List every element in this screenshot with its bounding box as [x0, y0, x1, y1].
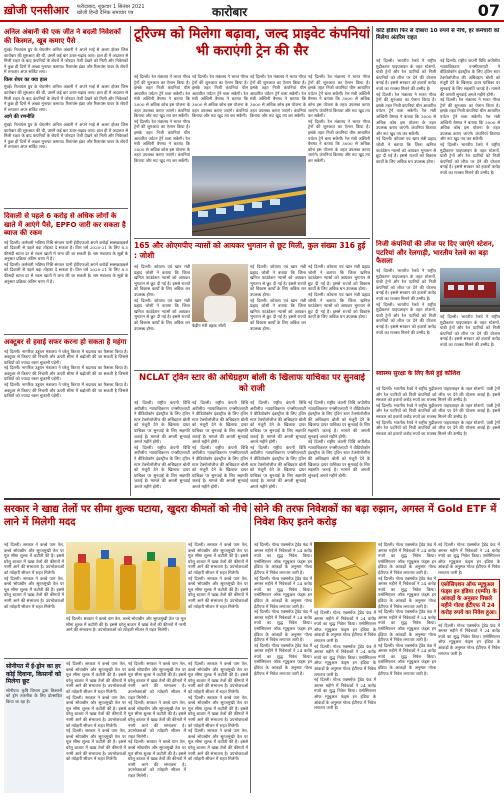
nclat-headline: NCLAT ट्विन स्टार की अधिग्रहण बोली के खिलाफ याचिका पर सुनवाई को राजी	[139, 373, 365, 394]
bottom-left-box	[4, 661, 64, 793]
nclat-body-6: नई दिल्ली। राष्ट्रीय कंपनी विधि अपीलीय न्यायाधिकरण एनसीएलएटी ने वीडियोकॉन इंडस्ट्रीज के लिए ट्विन स्टार टेक्नोलॉजीज की अधिग्रहण बोली को मंजूरी देने के खिलाफ दायर याचिका पर सुनवाई के लिए सहमति जताई है। मामले की अगली सुनवाई अगले महीने होगी।	[250, 444, 306, 489]
airfare-body-3: नई दिल्ली। नागरिक उड्डयन मंत्रालय ने घरेलू किराए में बदलाव का फैसला किया है। अक्टूबर से किराए की निचली और ऊपरी सीमा में बढ़ोतरी की जा सकती है जिससे यात्रियों को ज्यादा रकम चुकानी पड़ेगी।	[4, 382, 128, 399]
divider	[134, 238, 370, 239]
oil-body-4: नई दिल्ली। सरकार ने कच्चे पाम तेल, कच्चे सोयाबीन और सूरजमुखी तेल पर मूल सीमा शुल्क में कटौती की है। इससे घरेलू बाजार में खाद्य तेलों की कीमतों में नरमी आने की संभावना है। उपभोक्ताओं को त्योहारी सीजन में राहत मिलेगी।	[188, 575, 248, 609]
rail-photo	[440, 268, 500, 312]
dues-headline-box	[134, 241, 370, 263]
top-story-col-1	[134, 74, 190, 236]
gold-headline-box	[254, 503, 500, 539]
gold-body-12: नई दिल्ली। गोल्ड एक्सचेंज ट्रेडेड फंड में अगस्त महीने में निवेशकों ने 24 करोड़ रुपये का शुद्ध निवेश किया। एसोसिएशन ऑफ म्यूचुअल फंड्स इन इंडिया के आंकड़ों के अनुसार गोल्ड ईटीएफ में निवेश लगातार जारी है।	[438, 542, 500, 575]
left-story-body-2: मुंबई। रिलायंस ग्रुप के चेयरमैन अनिल अंबानी ने अपने भाई से अलग होकर जिस कारोबार की शुरुआत की थी, उसमें कई बार उतार-चढ़ाव आए। हाल ही में अदालत से मिली राहत के बाद कंपनियों के शेयरों में जोरदार तेजी देखने को मिली और निवेशकों ने कुछ ही दिनों में अच्छा मुनाफा कमाया। रिलायंस इंफ्रा और रिलायंस पावर के शेयरों में लगातार अपर सर्किट लगा।	[4, 84, 128, 112]
divider	[4, 334, 128, 335]
right-top-col-1	[376, 58, 436, 238]
oil-body-8: नई दिल्ली। सरकार ने कच्चे पाम तेल, कच्चे सोयाबीन और सूरजमुखी तेल पर मूल सीमा शुल्क में कटौती की है। इससे घरेलू बाजार में खाद्य तेलों की कीमतों में नरमी आने की संभावना है। उपभोक्ताओं को त्योहारी सीजन में राहत मिलेगी।	[66, 728, 126, 762]
wagon-subhead: स्वास्थ्य सुरक्षा के लिए कैसे हुई कोशिश	[376, 370, 461, 377]
wagon-headline-box	[376, 240, 500, 266]
train-photo	[192, 156, 306, 236]
bottom-left-body: सोनीपत। कृषि विभाग द्वारा किसानों को ड्रोन तकनीक के लिए प्रोत्साहित किया जा रहा है।	[6, 687, 62, 704]
column-rule	[130, 26, 131, 496]
oil-col-6	[188, 661, 248, 793]
gold-body: नई दिल्ली। गोल्ड एक्सचेंज ट्रेडेड फंड में अगस्त महीने में निवेशकों ने 24 करोड़ रुपये का शुद्ध निवेश किया। एसोसिएशन ऑफ म्यूचुअल फंड्स इन इंडिया के आंकड़ों के अनुसार गोल्ड ईटीएफ में निवेश लगातार जारी है।	[254, 542, 312, 575]
wagon-col-1	[376, 268, 436, 368]
wagon-subhead-box	[376, 370, 500, 382]
wagon-body-6: नई दिल्ली। भारतीय रेलवे ने राष्ट्रीय मुद्रीकरण पाइपलाइन के तहत स्टेशनों, यात्री ट्रेनों और रेल पटरियों को निजी कंपनियों को लीज पर देने की योजना बनाई है। इससे सरकार को हजारों करोड़ रुपये का राजस्व मिलने की उम्मीद है।	[376, 419, 500, 436]
gold-col-1	[254, 542, 312, 792]
gold-body-7: नई दिल्ली। गोल्ड एक्सचेंज ट्रेडेड फंड में अगस्त महीने में निवेशकों ने 24 करोड़ रुपये का शुद्ध निवेश किया। एसोसिएशन ऑफ म्यूचुअल फंड्स इन इंडिया के आंकड़ों के अनुसार गोल्ड ईटीएफ में निवेश लगातार जारी है।	[314, 677, 376, 711]
right-top-body-4: नई दिल्ली। राष्ट्रीय कंपनी विधि अपीलीय न्यायाधिकरण एनसीएलएटी ने वीडियोकॉन इंडस्ट्रीज के लिए ट्विन स्टार टेक्नोलॉजीज की अधिग्रहण बोली को मंजूरी देने के खिलाफ दायर याचिका पर सुनवाई के लिए सहमति जताई है। मामले की अगली सुनवाई अगले महीने होगी।	[440, 58, 500, 97]
left-story-subhead-1: किस शेयर का क्या हाल	[4, 76, 48, 83]
page-number: 07	[477, 1, 500, 20]
wagon-col-3	[376, 386, 500, 496]
gold-col-2	[314, 610, 376, 792]
wagon-body: नई दिल्ली। भारतीय रेलवे ने राष्ट्रीय मुद्रीकरण पाइपलाइन के तहत स्टेशनों, यात्री ट्रेनों और रेल पटरियों को निजी कंपनियों को लीज पर देने की योजना बनाई है। इससे सरकार को हजारों करोड़ रुपये का राजस्व मिलने की उम्मीद है।	[376, 268, 436, 301]
oil-body-3: नई दिल्ली। सरकार ने कच्चे पाम तेल, कच्चे सोयाबीन और सूरजमुखी तेल पर मूल सीमा शुल्क में कटौती की है। इससे घरेलू बाजार में खाद्य तेलों की कीमतों में नरमी आने की संभावना है। उपभोक्ताओं को त्योहारी सीजन में राहत मिलेगी।	[188, 542, 248, 575]
epfo-body: नई दिल्ली। कर्मचारी भविष्य निधि संगठन यानी ईपीएफओ अपने करोड़ों सब्सक्राइबर्स को दिवाली से पहले बड़ा तोहफा दे सकता है। वित्त वर्ष 2020-21 के लिए 8.5 फीसदी ब्याज दर से रकम खातों में जमा की जा सकती है। श्रम मंत्रालय के सूत्रों के अनुसार प्रक्रिया अंतिम चरण में है।	[4, 239, 128, 262]
wagon-body-4: नई दिल्ली। भारतीय रेलवे ने राष्ट्रीय मुद्रीकरण पाइपलाइन के तहत स्टेशनों, यात्री ट्रेनों और रेल पटरियों को निजी कंपनियों को लीज पर देने की योजना बनाई है। इससे सरकार को हजारों करोड़ रुपये का राजस्व मिलने की उम्मीद है।	[376, 386, 500, 403]
divider	[4, 658, 248, 659]
nclat-headline-box	[134, 373, 370, 399]
dues-col-1	[134, 264, 190, 368]
nclat-col-1	[134, 400, 190, 496]
oil-body-6: नई दिल्ली। सरकार ने कच्चे पाम तेल, कच्चे सोयाबीन और सूरजमुखी तेल पर मूल सीमा शुल्क में कटौती की है। इससे घरेलू बाजार में खाद्य तेलों की कीमतों में नरमी आने की संभावना है। उपभोक्ताओं को त्योहारी सीजन में राहत मिलेगी।	[66, 661, 126, 694]
oil-col-4	[66, 661, 126, 793]
oil-body-14: नई दिल्ली। सरकार ने कच्चे पाम तेल, कच्चे सोयाबीन और सूरजमुखी तेल पर मूल सीमा शुल्क में कटौती की है। इससे घरेलू बाजार में खाद्य तेलों की कीमतों में नरमी आने की संभावना है। उपभोक्ताओं को त्योहारी सीजन में राहत मिलेगी।	[188, 728, 248, 762]
oil-body-5: नई दिल्ली। सरकार ने कच्चे पाम तेल, कच्चे सोयाबीन और सूरजमुखी तेल पर मूल सीमा शुल्क में कटौती की है। इससे घरेलू बाजार में खाद्य तेलों की कीमतों में नरमी आने की संभावना है। उपभोक्ताओं को त्योहारी सीजन में राहत मिलेगी।	[66, 616, 186, 633]
nclat-body: नई दिल्ली। राष्ट्रीय कंपनी विधि अपीलीय न्यायाधिकरण एनसीएलएटी ने वीडियोकॉन इंडस्ट्रीज के लिए ट्विन स्टार टेक्नोलॉजीज की अधिग्रहण बोली को मंजूरी देने के खिलाफ दायर याचिका पर सुनवाई के लिए सहमति जताई है। मामले की अगली सुनवाई अगले महीने होगी।	[134, 400, 190, 445]
airfare-headline: अक्टूबर से हवाई सफर करना हो सकता है महंगा	[4, 338, 127, 346]
column-rule	[250, 503, 251, 793]
oil-body-13: नई दिल्ली। सरकार ने कच्चे पाम तेल, कच्चे सोयाबीन और सूरजमुखी तेल पर मूल सीमा शुल्क में कटौती की है। इससे घरेलू बाजार में खाद्य तेलों की कीमतों में नरमी आने की संभावना है। उपभोक्ताओं को त्योहारी सीजन में राहत मिलेगी।	[188, 694, 248, 728]
gold-body-10: नई दिल्ली। गोल्ड एक्सचेंज ट्रेडेड फंड में अगस्त महीने में निवेशकों ने 24 करोड़ रुपये का शुद्ध निवेश किया। एसोसिएशन ऑफ म्यूचुअल फंड्स इन इंडिया के आंकड़ों के अनुसार गोल्ड ईटीएफ में निवेश लगातार जारी है।	[378, 609, 436, 643]
oil-body-10: नई दिल्ली। सरकार ने कच्चे पाम तेल, कच्चे सोयाबीन और सूरजमुखी तेल पर मूल सीमा शुल्क में कटौती की है। इससे घरेलू बाजार में खाद्य तेलों की कीमतों में नरमी आने की संभावना है। उपभोक्ताओं को त्योहारी सीजन में राहत मिलेगी।	[128, 700, 186, 739]
gold-body-2: नई दिल्ली। गोल्ड एक्सचेंज ट्रेडेड फंड में अगस्त महीने में निवेशकों ने 24 करोड़ रुपये का शुद्ध निवेश किया। एसोसिएशन ऑफ म्यूचुअल फंड्स इन इंडिया के आंकड़ों के अनुसार गोल्ड ईटीएफ में निवेश लगातार जारी है।	[254, 575, 312, 609]
gold-col-4	[438, 542, 500, 792]
nclat-body-5: नई दिल्ली। राष्ट्रीय कंपनी विधि अपीलीय न्यायाधिकरण एनसीएलएटी ने वीडियोकॉन इंडस्ट्रीज के लिए ट्विन स्टार टेक्नोलॉजीज की अधिग्रहण बोली को मंजूरी देने के खिलाफ दायर याचिका पर सुनवाई के लिए सहमति जताई है। मामले की अगली सुनवाई अगले महीने होगी।	[250, 400, 306, 445]
oil-body-12: नई दिल्ली। सरकार ने कच्चे पाम तेल, कच्चे सोयाबीन और सूरजमुखी तेल पर मूल सीमा शुल्क में कटौती की है। इससे घरेलू बाजार में खाद्य तेलों की कीमतों में नरमी आने की संभावना है। उपभोक्ताओं को त्योहारी सीजन में राहत मिलेगी।	[188, 661, 248, 694]
gold-body-3: नई दिल्ली। गोल्ड एक्सचेंज ट्रेडेड फंड में अगस्त महीने में निवेशकों ने 24 करोड़ रुपये का शुद्ध निवेश किया। एसोसिएशन ऑफ म्यूचुअल फंड्स इन इंडिया के आंकड़ों के अनुसार गोल्ड ईटीएफ में निवेश लगातार जारी है।	[254, 609, 312, 643]
gold-headline: सोने की तरफ निवेशकों का बढ़ा रुझान, अगस्त में Gold ETF में निवेश किए इतने करोड़	[254, 504, 497, 528]
nclat-col-4	[308, 400, 370, 496]
gold-bars-photo	[314, 542, 376, 608]
nclat-col-3	[250, 400, 306, 496]
airfare-body-2: नई दिल्ली। नागरिक उड्डयन मंत्रालय ने घरेलू किराए में बदलाव का फैसला किया है। अक्टूबर से किराए की निचली और ऊपरी सीमा में बढ़ोतरी की जा सकती है जिससे यात्रियों को ज्यादा रकम चुकानी पड़ेगी।	[4, 365, 128, 382]
oil-body-2: नई दिल्ली। सरकार ने कच्चे पाम तेल, कच्चे सोयाबीन और सूरजमुखी तेल पर मूल सीमा शुल्क में कटौती की है। इससे घरेलू बाजार में खाद्य तेलों की कीमतों में नरमी आने की संभावना है। उपभोक्ताओं को त्योहारी सीजन में राहत मिलेगी।	[4, 575, 64, 609]
gold-body-11: नई दिल्ली। गोल्ड एक्सचेंज ट्रेडेड फंड में अगस्त महीने में निवेशकों ने 24 करोड़ रुपये का शुद्ध निवेश किया। एसोसिएशन ऑफ म्यूचुअल फंड्स इन इंडिया के आंकड़ों के अनुसार गोल्ड ईटीएफ में निवेश लगातार जारी है।	[378, 642, 436, 676]
dues-col-3	[250, 264, 306, 368]
wagon-headline: निजी कंपनियों की लीज पर दिए जाएंगे स्टेशन, पटरियां और रेलगाड़ी, भारतीय रेलवे का बड़ा फैसला	[376, 240, 495, 265]
nclat-body-8: नई दिल्ली। राष्ट्रीय कंपनी विधि अपीलीय न्यायाधिकरण एनसीएलएटी ने वीडियोकॉन इंडस्ट्रीज के लिए ट्विन स्टार टेक्नोलॉजीज की अधिग्रहण बोली को मंजूरी देने के खिलाफ दायर याचिका पर सुनवाई के लिए सहमति जताई है। मामले की अगली सुनवाई अगले महीने होगी।	[308, 439, 370, 478]
top-story-col-4	[308, 74, 370, 236]
right-top-headline: कोर्ट इंडिया फिर से दोबारा 10 रुपये से नीचे, हर कर्मचारी को मिलेगा अंतरिम राहत	[376, 28, 500, 41]
top-story-headline-box	[134, 26, 370, 72]
date-text: फरीदाबाद, शुक्रवार 1 सितंबर 2021	[76, 4, 145, 10]
section-title: कारोबार	[212, 5, 248, 19]
top-story-body-6: नई दिल्ली। रेल मंत्रालय ने भारत गौरव ट्रेनों की शुरुआत का ऐलान किया है। इसके तहत निजी कंपनियां थीम आधारित पर्यटन ट्रेनें चला सकेंगी। रेल मंत्री अश्विनी वैष्णव ने बताया कि 3000 से अधिक कोच इस योजना के तहत उपलब्ध कराए जाएंगे। कंपनियां किराया और रूट खुद तय कर सकेंगी।	[308, 118, 370, 163]
top-story-col-2	[192, 74, 248, 154]
gold-body-13: नई दिल्ली। गोल्ड एक्सचेंज ट्रेडेड फंड में अगस्त महीने में निवेशकों ने 24 करोड़ रुपये का शुद्ध निवेश किया। एसोसिएशन ऑफ म्यूचुअल फंड्स इन इंडिया के आंकड़ों के अनुसार गोल्ड ईटीएफ में निवेश लगातार जारी है।	[438, 622, 500, 656]
oil-body: नई दिल्ली। सरकार ने कच्चे पाम तेल, कच्चे सोयाबीन और सूरजमुखी तेल पर मूल सीमा शुल्क में कटौती की है। इससे घरेलू बाजार में खाद्य तेलों की कीमतों में नरमी आने की संभावना है। उपभोक्ताओं को त्योहारी सीजन में राहत मिलेगी।	[4, 542, 64, 575]
oil-col-3	[188, 542, 248, 656]
nclat-body-3: नई दिल्ली। राष्ट्रीय कंपनी विधि अपीलीय न्यायाधिकरण एनसीएलएटी ने वीडियोकॉन इंडस्ट्रीज के लिए ट्विन स्टार टेक्नोलॉजीज की अधिग्रहण बोली को मंजूरी देने के खिलाफ दायर याचिका पर सुनवाई के लिए सहमति जताई है। मामले की अगली सुनवाई अगले महीने होगी।	[192, 400, 248, 445]
dues-body: नई दिल्ली। कोयला एवं खान मंत्री प्रह्लाद जोशी ने बताया कि जिला खनिज फाउंडेशन न्यासों को आयकर भुगतान से छूट दी गई है। इससे राज्यों को विकास कार्यों के लिए अधिक धन उपलब्ध होगा।	[134, 264, 190, 297]
nclat-col-2	[192, 400, 248, 496]
divider	[134, 370, 370, 371]
epfo-story	[4, 212, 128, 332]
top-story-body-2: नई दिल्ली। रेल मंत्रालय ने भारत गौरव ट्रेनों की शुरुआत का ऐलान किया है। इसके तहत निजी कंपनियां थीम आधारित पर्यटन ट्रेनें चला सकेंगी। रेल मंत्री अश्विनी वैष्णव ने बताया कि 3000 से अधिक कोच इस योजना के तहत उपलब्ध कराए जाएंगे। कंपनियां किराया और रूट खुद तय कर सकेंगी।	[134, 118, 190, 163]
gold-body-9: नई दिल्ली। गोल्ड एक्सचेंज ट्रेडेड फंड में अगस्त महीने में निवेशकों ने 24 करोड़ रुपये का शुद्ध निवेश किया। एसोसिएशन ऑफ म्यूचुअल फंड्स इन इंडिया के आंकड़ों के अनुसार गोल्ड ईटीएफ में निवेश लगातार जारी है।	[378, 575, 436, 609]
minister-caption: केंद्रीय मंत्री प्रह्लाद जोशी	[192, 323, 248, 328]
left-story-body-3: मुंबई। रिलायंस ग्रुप के चेयरमैन अनिल अंबानी ने अपने भाई से अलग होकर जिस कारोबार की शुरुआत की थी, उसमें कई बार उतार-चढ़ाव आए। हाल ही में अदालत से मिली राहत के बाद कंपनियों के शेयरों में जोरदार तेजी देखने को मिली और निवेशकों ने कुछ ही दिनों में अच्छा मुनाफा कमाया। रिलायंस इंफ्रा और रिलायंस पावर के शेयरों में लगातार अपर सर्किट लगा।	[4, 121, 128, 150]
nclat-body-4: नई दिल्ली। राष्ट्रीय कंपनी विधि अपीलीय न्यायाधिकरण एनसीएलएटी ने वीडियोकॉन इंडस्ट्रीज के लिए ट्विन स्टार टेक्नोलॉजीज की अधिग्रहण बोली को मंजूरी देने के खिलाफ दायर याचिका पर सुनवाई के लिए सहमति जताई है। मामले की अगली सुनवाई अगले महीने होगी।	[192, 444, 248, 489]
top-story-body: नई दिल्ली। रेल मंत्रालय ने भारत गौरव ट्रेनों की शुरुआत का ऐलान किया है। इसके तहत निजी कंपनियां थीम आधारित पर्यटन ट्रेनें चला सकेंगी। रेल मंत्री अश्विनी वैष्णव ने बताया कि 3000 से अधिक कोच इस योजना के तहत उपलब्ध कराए जाएंगे। कंपनियां किराया और रूट खुद तय कर सकेंगी।	[134, 74, 190, 119]
dues-headline: 165 और ओएमपीए न्यासों को आयकर भुगतान से छूट मिली, कुल संख्या 316 हुई : जोशी	[134, 241, 366, 260]
dues-body-2: नई दिल्ली। कोयला एवं खान मंत्री प्रह्लाद जोशी ने बताया कि जिला खनिज फाउंडेशन न्यासों को आयकर भुगतान से छूट दी गई है। इससे राज्यों को विकास कार्यों के लिए अधिक धन उपलब्ध होगा।	[134, 297, 190, 331]
oil-bottles-photo	[66, 542, 186, 614]
dues-body-4: नई दिल्ली। कोयला एवं खान मंत्री प्रह्लाद जोशी ने बताया कि जिला खनिज फाउंडेशन न्यासों को आयकर भुगतान से छूट दी गई है। इससे राज्यों को विकास कार्यों के लिए अधिक धन उपलब्ध होगा।	[250, 297, 306, 331]
nclat-body-2: नई दिल्ली। राष्ट्रीय कंपनी विधि अपीलीय न्यायाधिकरण एनसीएलएटी ने वीडियोकॉन इंडस्ट्रीज के लिए ट्विन स्टार टेक्नोलॉजीज की अधिग्रहण बोली को मंजूरी देने के खिलाफ दायर याचिका पर सुनवाई के लिए सहमति जताई है। मामले की अगली सुनवाई अगले महीने होगी।	[134, 444, 190, 489]
gold-box-text: एसोसिएशन ऑफ म्यूचुअल फंड्स इन इंडिया (एम्फी) के आंकड़ों के अनुसार पिछले महीने गोल्ड ईटीएफ में 24 करोड़ रुपये का निवेश हुआ।	[441, 581, 497, 616]
gold-highlight-box	[438, 579, 500, 620]
right-top-body-3: नई दिल्ली। कोयला एवं खान मंत्री प्रह्लाद जोशी ने बताया कि जिला खनिज फाउंडेशन न्यासों को आयकर भुगतान से छूट दी गई है। इससे राज्यों को विकास कार्यों के लिए अधिक धन उपलब्ध होगा।	[376, 136, 436, 164]
dues-body-5: नई दिल्ली। कोयला एवं खान मंत्री प्रह्लाद जोशी ने बताया कि जिला खनिज फाउंडेशन न्यासों को आयकर भुगतान से छूट दी गई है। इससे राज्यों को विकास कार्यों के लिए अधिक धन उपलब्ध होगा।	[308, 264, 370, 292]
top-story-body-3: नई दिल्ली। रेल मंत्रालय ने भारत गौरव ट्रेनों की शुरुआत का ऐलान किया है। इसके तहत निजी कंपनियां थीम आधारित पर्यटन ट्रेनें चला सकेंगी। रेल मंत्री अश्विनी वैष्णव ने बताया कि 3000 से अधिक कोच इस योजना के तहत उपलब्ध कराए जाएंगे। कंपनियां किराया और रूट खुद तय कर सकेंगी।	[192, 74, 248, 119]
left-story-headline: अनिल अंबानी की एक जीत ने बदली निवेशकों की किस्मत, खूब कमाए पैसे	[4, 28, 121, 45]
section-divider	[4, 498, 500, 500]
epfo-body-2: नई दिल्ली। कर्मचारी भविष्य निधि संगठन यानी ईपीएफओ अपने करोड़ों सब्सक्राइबर्स को दिवाली से पहले बड़ा तोहफा दे सकता है। वित्त वर्ष 2020-21 के लिए 8.5 फीसदी ब्याज दर से रकम खातों में जमा की जा सकती है। श्रम मंत्रालय के सूत्रों के अनुसार प्रक्रिया अंतिम चरण में है।	[4, 261, 128, 284]
minister-photo	[192, 264, 248, 322]
gold-body-8: नई दिल्ली। गोल्ड एक्सचेंज ट्रेडेड फंड में अगस्त महीने में निवेशकों ने 24 करोड़ रुपये का शुद्ध निवेश किया। एसोसिएशन ऑफ म्यूचुअल फंड्स इन इंडिया के आंकड़ों के अनुसार गोल्ड ईटीएफ में निवेश लगातार जारी है।	[378, 542, 436, 575]
column-rule	[372, 26, 373, 496]
left-story	[4, 28, 128, 206]
left-story-subhead-2: आगे की रणनीति	[4, 114, 35, 121]
oil-headline-box	[4, 503, 248, 539]
newspaper-logo: ख़ोजी एनसीआर	[4, 3, 69, 17]
oil-body-9: नई दिल्ली। सरकार ने कच्चे पाम तेल, कच्चे सोयाबीन और सूरजमुखी तेल पर मूल सीमा शुल्क में कटौती की है। इससे घरेलू बाजार में खाद्य तेलों की कीमतों में नरमी आने की संभावना है। उपभोक्ताओं को त्योहारी सीजन में राहत मिलेगी।	[128, 661, 186, 700]
gold-body-5: नई दिल्ली। गोल्ड एक्सचेंज ट्रेडेड फंड में अगस्त महीने में निवेशकों ने 24 करोड़ रुपये का शुद्ध निवेश किया। एसोसिएशन ऑफ म्यूचुअल फंड्स इन इंडिया के आंकड़ों के अनुसार गोल्ड ईटीएफ में निवेश लगातार जारी है।	[314, 610, 376, 643]
dues-body-3: नई दिल्ली। कोयला एवं खान मंत्री प्रह्लाद जोशी ने बताया कि जिला खनिज फाउंडेशन न्यासों को आयकर भुगतान से छूट दी गई है। इससे राज्यों को विकास कार्यों के लिए अधिक धन उपलब्ध होगा।	[250, 264, 306, 297]
right-top-col-2	[440, 58, 500, 238]
right-top-headline-box	[376, 28, 500, 58]
divider	[4, 208, 128, 209]
right-top-body-6: नई दिल्ली। भारतीय रेलवे ने राष्ट्रीय मुद्रीकरण पाइपलाइन के तहत स्टेशनों, यात्री ट्रेनों और रेल पटरियों को निजी कंपनियों को लीज पर देने की योजना बनाई है। इससे सरकार को हजारों करोड़ रुपये का राजस्व मिलने की उम्मीद है।	[440, 141, 500, 175]
top-story-col-3	[250, 74, 306, 154]
dues-col-4	[308, 264, 370, 368]
oil-col-1	[4, 542, 64, 656]
left-story-body: मुंबई। रिलायंस ग्रुप के चेयरमैन अनिल अंबानी ने अपने भाई से अलग होकर जिस कारोबार की शुरुआत की थी, उसमें कई बार उतार-चढ़ाव आए। हाल ही में अदालत से मिली राहत के बाद कंपनियों के शेयरों में जोरदार तेजी देखने को मिली और निवेशकों ने कुछ ही दिनों में अच्छा मुनाफा कमाया। रिलायंस इंफ्रा और रिलायंस पावर के शेयरों में लगातार अपर सर्किट लगा।	[4, 47, 128, 75]
gold-col-3	[378, 542, 436, 792]
dues-body-6: नई दिल्ली। कोयला एवं खान मंत्री प्रह्लाद जोशी ने बताया कि जिला खनिज फाउंडेशन न्यासों को आयकर भुगतान से छूट दी गई है। इससे राज्यों को विकास कार्यों के लिए अधिक धन उपलब्ध होगा।	[308, 291, 370, 320]
oil-body-11: नई दिल्ली। सरकार ने कच्चे पाम तेल, कच्चे सोयाबीन और सूरजमुखी तेल पर मूल सीमा शुल्क में कटौती की है। इससे घरेलू बाजार में खाद्य तेलों की कीमतों में नरमी आने की संभावना है। उपभोक्ताओं को त्योहारी सीजन में राहत मिलेगी।	[128, 739, 186, 778]
oil-headline: सरकार ने खाद्य तेलों पर सीमा शुल्क घटाया, खुदरा कीमतों को नीचे लाने में मिलेगी मदद	[4, 504, 248, 528]
right-top-body-5: नई दिल्ली। रेल मंत्रालय ने भारत गौरव ट्रेनों की शुरुआत का ऐलान किया है। इसके तहत निजी कंपनियां थीम आधारित पर्यटन ट्रेनें चला सकेंगी। रेल मंत्री अश्विनी वैष्णव ने बताया कि 3000 से अधिक कोच इस योजना के तहत उपलब्ध कराए जाएंगे। कंपनियां किराया और रूट खुद तय कर सकेंगी।	[440, 97, 500, 142]
right-top-body-2: नई दिल्ली। रेल मंत्रालय ने भारत गौरव ट्रेनों की शुरुआत का ऐलान किया है। इसके तहत निजी कंपनियां थीम आधारित पर्यटन ट्रेनें चला सकेंगी। रेल मंत्री अश्विनी वैष्णव ने बताया कि 3000 से अधिक कोच इस योजना के तहत उपलब्ध कराए जाएंगे। कंपनियां किराया और रूट खुद तय कर सकेंगी।	[376, 91, 436, 136]
wagon-col-2	[440, 314, 500, 368]
wagon-body-5: नई दिल्ली। भारतीय रेलवे ने राष्ट्रीय मुद्रीकरण पाइपलाइन के तहत स्टेशनों, यात्री ट्रेनों और रेल पटरियों को निजी कंपनियों को लीज पर देने की योजना बनाई है। इससे सरकार को हजारों करोड़ रुपये का राजस्व मिलने की उम्मीद है।	[376, 402, 500, 419]
gold-body-6: नई दिल्ली। गोल्ड एक्सचेंज ट्रेडेड फंड में अगस्त महीने में निवेशकों ने 24 करोड़ रुपये का शुद्ध निवेश किया। एसोसिएशन ऑफ म्यूचुअल फंड्स इन इंडिया के आंकड़ों के अनुसार गोल्ड ईटीएफ में निवेश लगातार जारी है।	[314, 643, 376, 677]
edition-text: खोजी हिन्दी दैनिक समाचार पत्र	[76, 10, 134, 16]
date-line	[77, 4, 145, 16]
gold-body-4: नई दिल्ली। गोल्ड एक्सचेंज ट्रेडेड फंड में अगस्त महीने में निवेशकों ने 24 करोड़ रुपये का शुद्ध निवेश किया। एसोसिएशन ऑफ म्यूचुअल फंड्स इन इंडिया के आंकड़ों के अनुसार गोल्ड ईटीएफ में निवेश लगातार जारी है।	[254, 642, 312, 676]
oil-col-5	[128, 661, 186, 793]
bottom-left-headline: सोनीपत में ई-ड्रोन का हर कोई दिवाना, किसानों को मिलेगा छूट	[6, 663, 61, 685]
oil-col-2	[66, 616, 186, 656]
airfare-body: नई दिल्ली। नागरिक उड्डयन मंत्रालय ने घरेलू किराए में बदलाव का फैसला किया है। अक्टूबर से किराए की निचली और ऊपरी सीमा में बढ़ोतरी की जा सकती है जिससे यात्रियों को ज्यादा रकम चुकानी पड़ेगी।	[4, 348, 128, 365]
masthead	[0, 0, 504, 22]
epfo-headline: दिवाली से पहले 6 करोड़ से अधिक लोगों के खाते में आएंगे पैसे, EPFO जारी कर सकता है ब्याज की रकम	[4, 212, 126, 237]
top-story-body-4: नई दिल्ली। रेल मंत्रालय ने भारत गौरव ट्रेनों की शुरुआत का ऐलान किया है। इसके तहत निजी कंपनियां थीम आधारित पर्यटन ट्रेनें चला सकेंगी। रेल मंत्री अश्विनी वैष्णव ने बताया कि 3000 से अधिक कोच इस योजना के तहत उपलब्ध कराए जाएंगे। कंपनियां किराया और रूट खुद तय कर सकेंगी।	[250, 74, 306, 119]
right-top-body: नई दिल्ली। भारतीय रेलवे ने राष्ट्रीय मुद्रीकरण पाइपलाइन के तहत स्टेशनों, यात्री ट्रेनों और रेल पटरियों को निजी कंपनियों को लीज पर देने की योजना बनाई है। इससे सरकार को हजारों करोड़ रुपये का राजस्व मिलने की उम्मीद है।	[376, 58, 436, 91]
top-story-headline: टूरिज्म को मिलेगा बढ़ावा, जल्द प्राइवेट कंपनियां भी कराएंगी ट्रेन की सैर	[134, 26, 370, 59]
oil-body-7: नई दिल्ली। सरकार ने कच्चे पाम तेल, कच्चे सोयाबीन और सूरजमुखी तेल पर मूल सीमा शुल्क में कटौती की है। इससे घरेलू बाजार में खाद्य तेलों की कीमतों में नरमी आने की संभावना है। उपभोक्ताओं को त्योहारी सीजन में राहत मिलेगी।	[66, 694, 126, 728]
top-story-body-5: नई दिल्ली। रेल मंत्रालय ने भारत गौरव ट्रेनों की शुरुआत का ऐलान किया है। इसके तहत निजी कंपनियां थीम आधारित पर्यटन ट्रेनें चला सकेंगी। रेल मंत्री अश्विनी वैष्णव ने बताया कि 3000 से अधिक कोच इस योजना के तहत उपलब्ध कराए जाएंगे। कंपनियां किराया और रूट खुद तय कर सकेंगी।	[308, 74, 370, 119]
wagon-body-3: नई दिल्ली। भारतीय रेलवे ने राष्ट्रीय मुद्रीकरण पाइपलाइन के तहत स्टेशनों, यात्री ट्रेनों और रेल पटरियों को निजी कंपनियों को लीज पर देने की योजना बनाई है। इससे सरकार को हजारों करोड़ रुपये का राजस्व मिलने की उम्मीद है।	[440, 314, 500, 347]
wagon-body-2: नई दिल्ली। भारतीय रेलवे ने राष्ट्रीय मुद्रीकरण पाइपलाइन के तहत स्टेशनों, यात्री ट्रेनों और रेल पटरियों को निजी कंपनियों को लीज पर देने की योजना बनाई है। इससे सरकार को हजारों करोड़ रुपये का राजस्व मिलने की उम्मीद है।	[376, 301, 436, 335]
airfare-story	[4, 338, 128, 494]
nclat-body-7: नई दिल्ली। राष्ट्रीय कंपनी विधि अपीलीय न्यायाधिकरण एनसीएलएटी ने वीडियोकॉन इंडस्ट्रीज के लिए ट्विन स्टार टेक्नोलॉजीज की अधिग्रहण बोली को मंजूरी देने के खिलाफ दायर याचिका पर सुनवाई के लिए सहमति जताई है। मामले की अगली सुनवाई अगले महीने होगी।	[308, 400, 370, 439]
